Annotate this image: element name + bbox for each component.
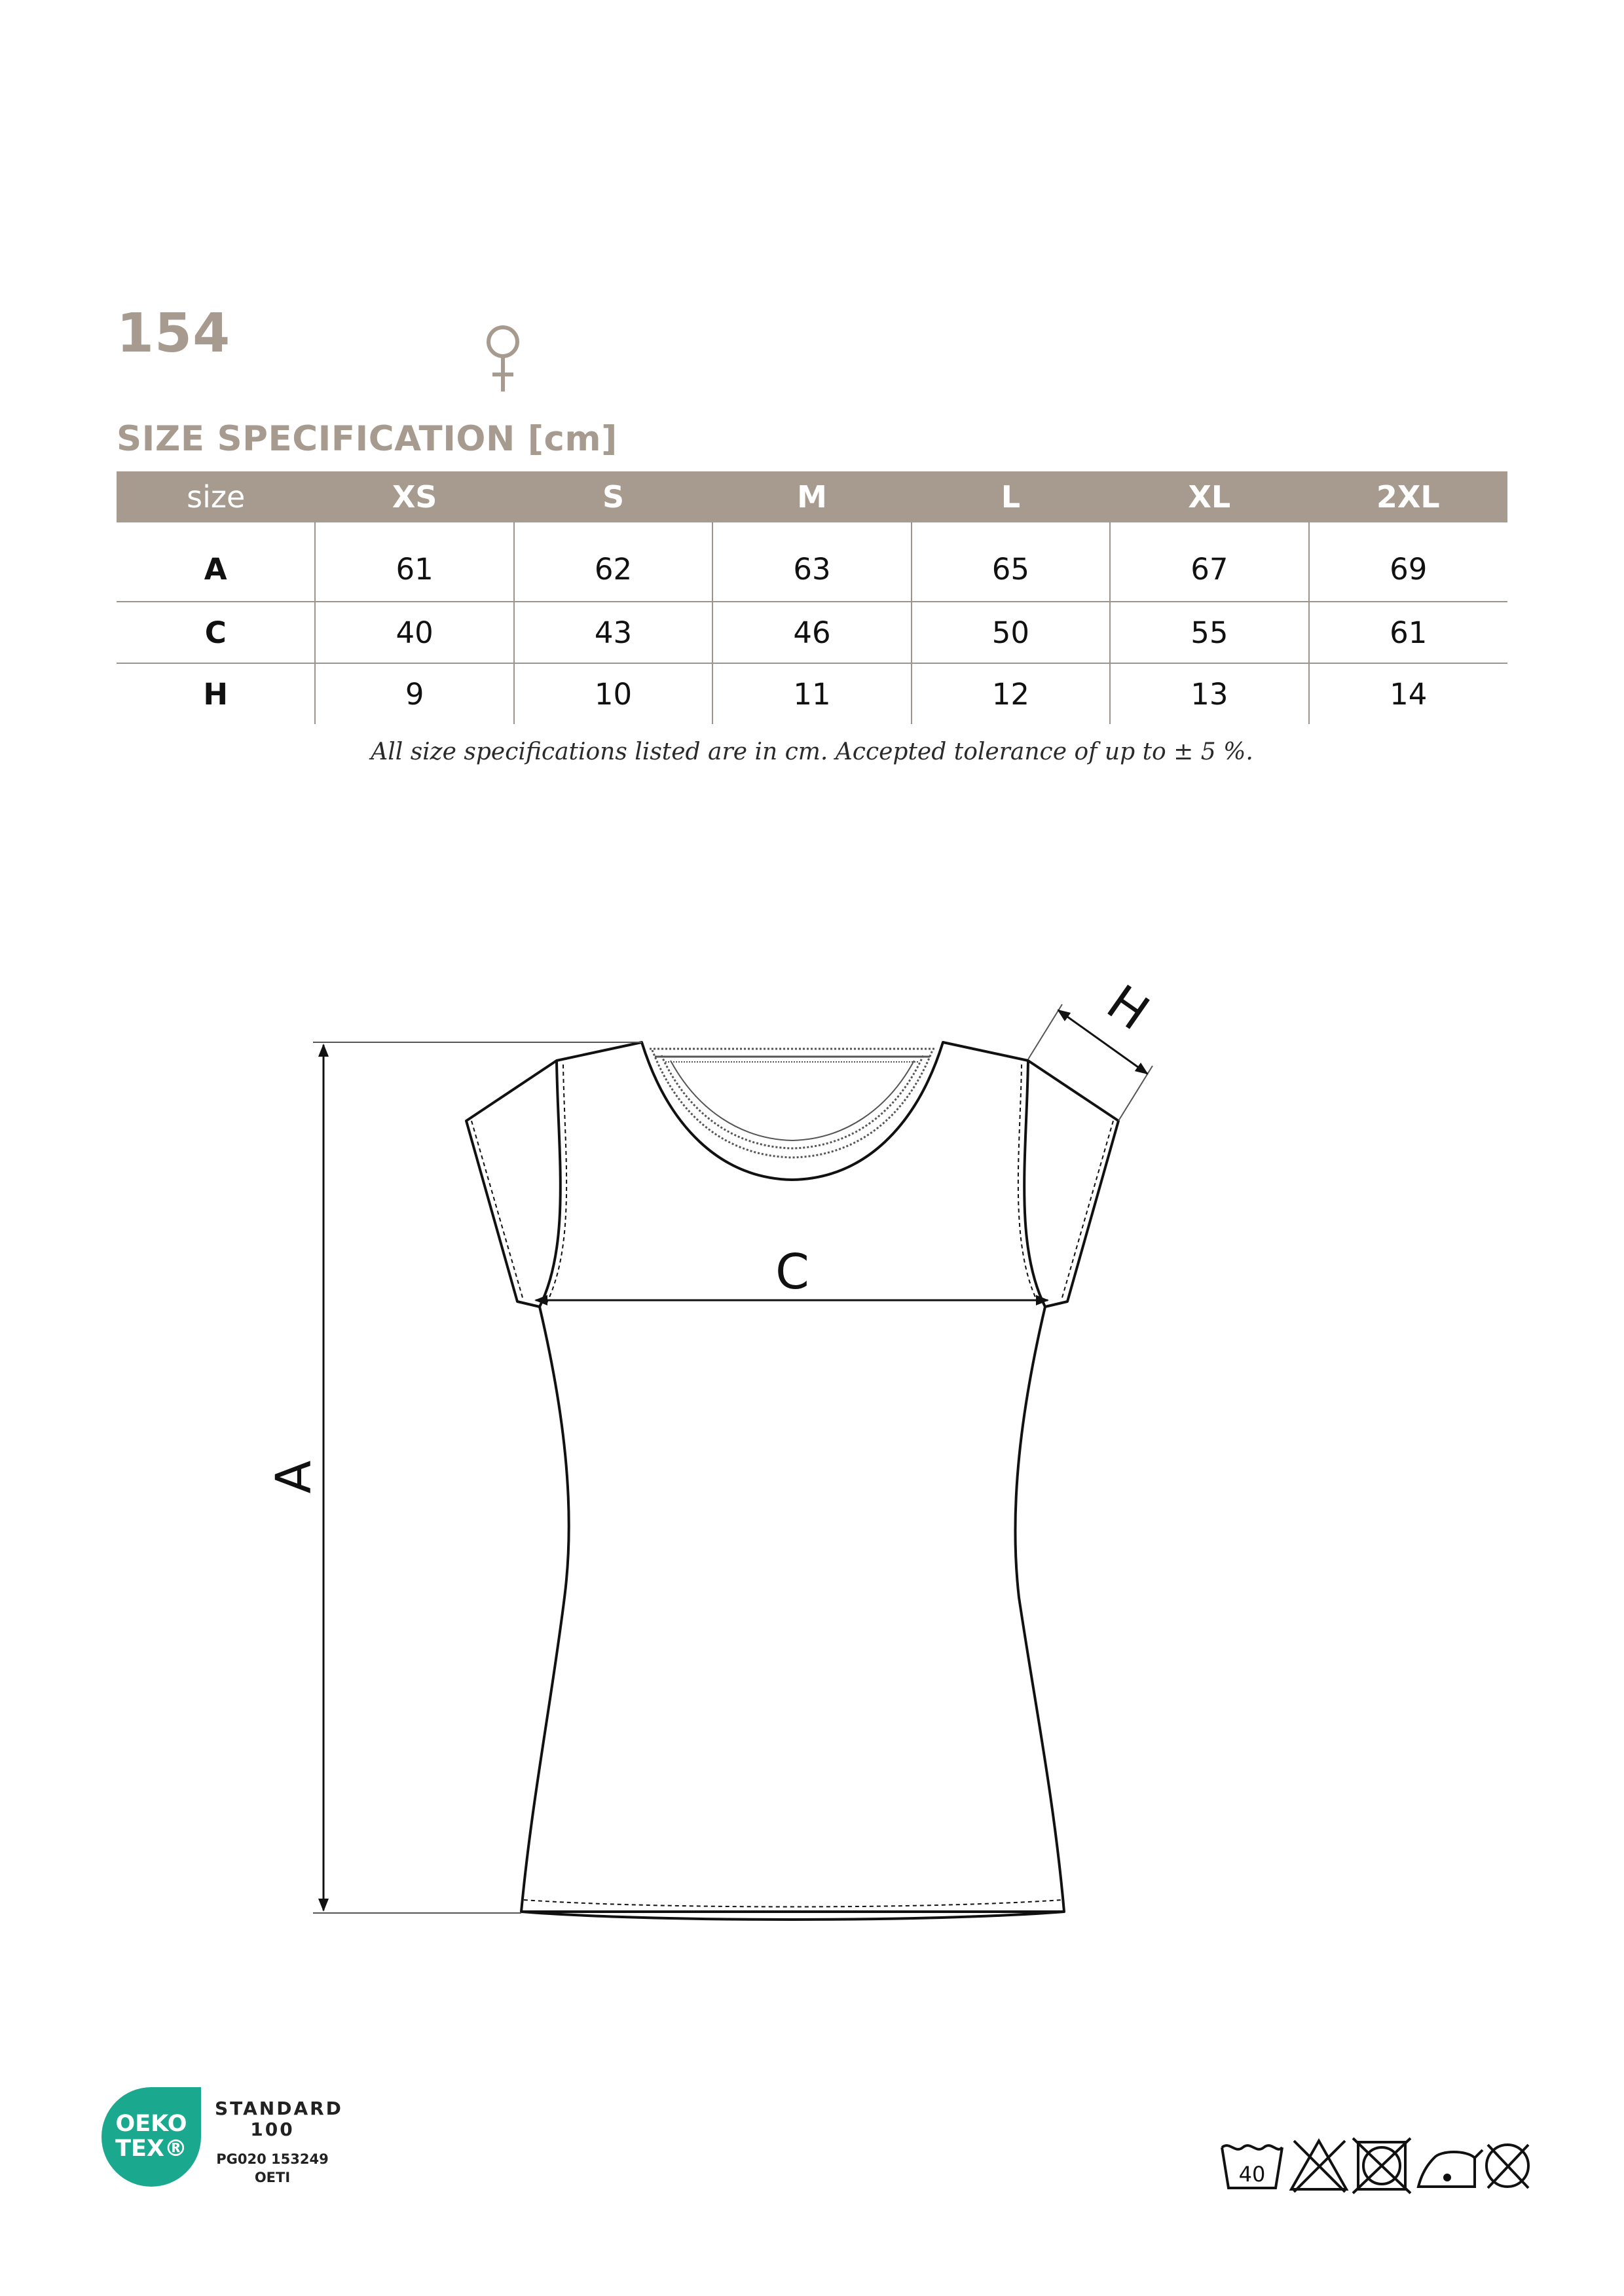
- oeko-tex-logo-line1: OEKO: [115, 2111, 187, 2137]
- table-cell: 14: [1309, 663, 1507, 724]
- dimension-label-c: C: [775, 1244, 809, 1300]
- table-cell: 10: [514, 663, 712, 724]
- table-cell: 12: [912, 663, 1110, 724]
- table-cell: 55: [1110, 602, 1308, 663]
- table-cell: 61: [1309, 602, 1507, 663]
- header-m: M: [712, 471, 911, 522]
- section-title: SIZE SPECIFICATION [cm]: [117, 419, 618, 459]
- header-xl: XL: [1110, 471, 1308, 522]
- table-cell: 40: [315, 602, 513, 663]
- dimension-label-a: A: [266, 1460, 322, 1494]
- no-bleach-icon: [1291, 2141, 1346, 2192]
- dimension-a: [266, 1042, 642, 1913]
- table-cell: 46: [712, 602, 911, 663]
- dimension-label-h: H: [1096, 974, 1159, 1042]
- tolerance-note: All size specifications listed are in cm. Accepted tolerance of up to ± 5 %.: [371, 738, 1253, 765]
- no-tumble-dry-icon: [1353, 2138, 1411, 2193]
- no-dry-clean-icon: [1486, 2145, 1528, 2188]
- dimension-c: [536, 1244, 1048, 1300]
- certificate-number: PG020 153249: [216, 2151, 329, 2167]
- wash-40-icon: [1222, 2145, 1282, 2188]
- iron-low-icon: [1418, 2150, 1483, 2187]
- product-code: 154: [117, 302, 231, 365]
- table-cell: 43: [514, 602, 712, 663]
- dimension-h: [1028, 974, 1159, 1121]
- care-symbols: [1218, 2136, 1532, 2195]
- wash-temperature: 40: [1238, 2162, 1266, 2187]
- table-cell: 11: [712, 663, 911, 724]
- row-label: A: [117, 522, 315, 602]
- header-xs: XS: [315, 471, 513, 522]
- table-cell: 67: [1110, 522, 1308, 602]
- table-cell: 9: [315, 663, 513, 724]
- row-label: C: [117, 602, 315, 663]
- standard-number: 100: [250, 2119, 295, 2140]
- table-cell: 13: [1110, 663, 1308, 724]
- table-cell: 61: [315, 522, 513, 602]
- neckline-rib: [650, 1049, 935, 1157]
- table-cell: 65: [912, 522, 1110, 602]
- header-l: L: [912, 471, 1110, 522]
- header-2xl: 2XL: [1309, 471, 1507, 522]
- table-cell: 69: [1309, 522, 1507, 602]
- table-cell: 50: [912, 602, 1110, 663]
- table-cell: 62: [514, 522, 712, 602]
- table-cell: 63: [712, 522, 911, 602]
- header-size: size: [117, 471, 315, 522]
- certifying-institute: OETI: [254, 2170, 291, 2185]
- standard-label: STANDARD: [215, 2098, 343, 2119]
- tshirt-outline: [466, 1042, 1118, 1920]
- header-s: S: [514, 471, 712, 522]
- row-label: H: [203, 676, 229, 712]
- oeko-tex-logo-line2: TEX®: [115, 2136, 187, 2162]
